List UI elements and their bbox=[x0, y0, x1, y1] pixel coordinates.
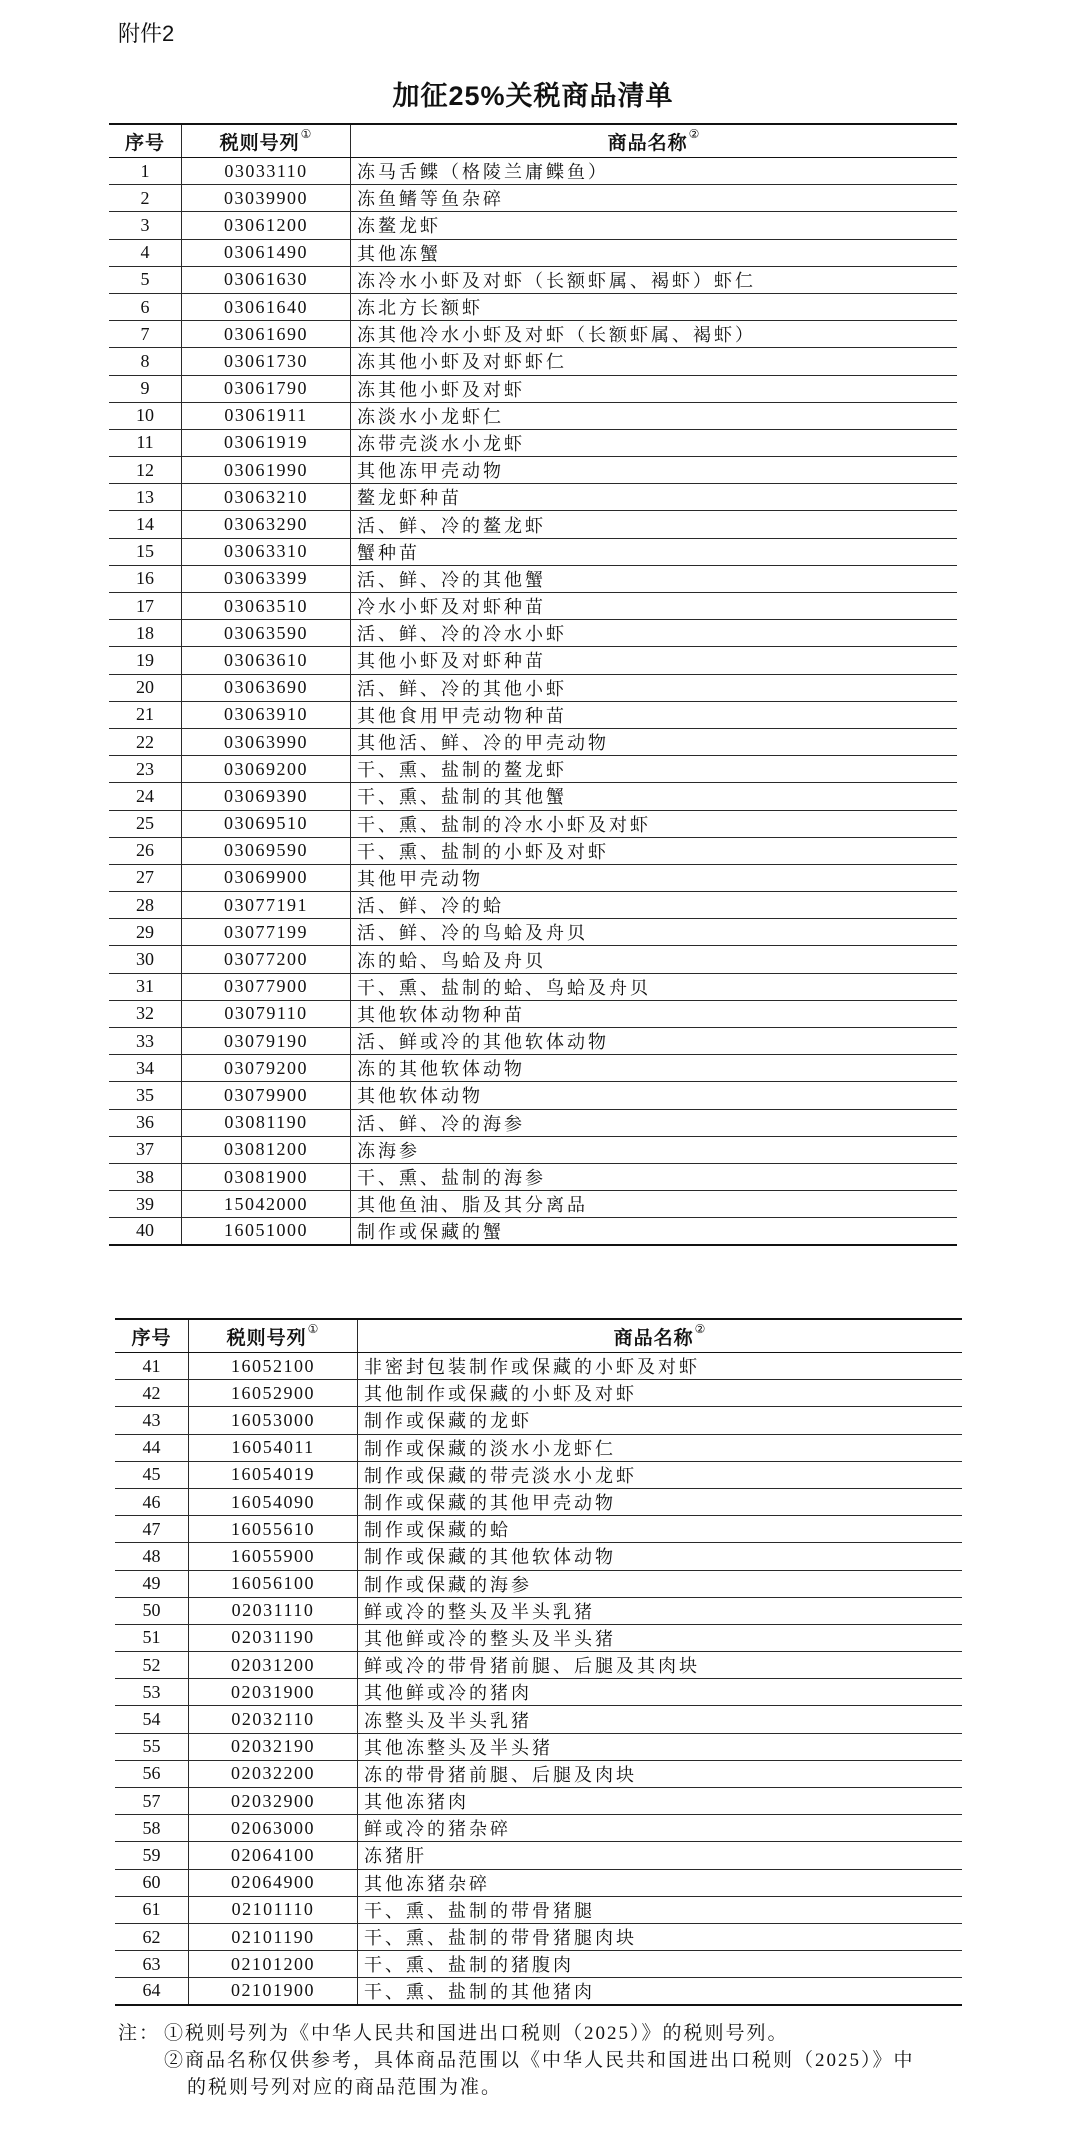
cell-tariff-code: 03063910 bbox=[182, 702, 351, 728]
cell-serial-number: 37 bbox=[109, 1137, 182, 1163]
cell-serial-number: 64 bbox=[115, 1978, 189, 2003]
cell-serial-number: 12 bbox=[109, 457, 182, 483]
cell-product-name: 其他软体动物 bbox=[357, 1086, 483, 1107]
notes-prefix: 注： bbox=[118, 2023, 161, 2044]
cell-serial-number: 52 bbox=[115, 1652, 189, 1678]
cell-tariff-code: 03077191 bbox=[182, 892, 351, 918]
table-row bbox=[115, 1815, 962, 1842]
cell-product-name: 活、鲜、冷的其他蟹 bbox=[357, 569, 546, 590]
cell-product-name: 其他冻蟹 bbox=[357, 243, 441, 264]
cell-product-name: 其他鲜或冷的整头及半头猪 bbox=[364, 1628, 616, 1649]
cell-tariff-code: 02101110 bbox=[189, 1897, 358, 1923]
cell-product-name: 其他冻猪肉 bbox=[364, 1792, 469, 1813]
cell-tariff-code: 03081900 bbox=[182, 1164, 351, 1190]
table-body bbox=[109, 158, 957, 1246]
cell-serial-number: 4 bbox=[109, 240, 182, 266]
table-row bbox=[115, 1978, 962, 2005]
cell-tariff-code: 03063990 bbox=[182, 729, 351, 755]
cell-serial-number: 61 bbox=[115, 1897, 189, 1923]
cell-product-name: 干、熏、盐制的其他蟹 bbox=[357, 787, 567, 808]
cell-product-name: 制作或保藏的其他甲壳动物 bbox=[364, 1493, 616, 1514]
table-header-row bbox=[115, 1318, 962, 1353]
cell-tariff-code: 03081190 bbox=[182, 1110, 351, 1136]
table-row bbox=[109, 811, 957, 838]
cell-tariff-code: 03063510 bbox=[182, 593, 351, 619]
cell-product-name: 冻海参 bbox=[357, 1140, 420, 1161]
cell-product-name: 冻的带骨猪前腿、后腿及肉块 bbox=[364, 1764, 637, 1785]
cell-product-name: 冻的蛤、鸟蛤及舟贝 bbox=[357, 950, 546, 971]
table-row bbox=[109, 430, 957, 457]
table-row bbox=[115, 1924, 962, 1951]
table-row bbox=[115, 1462, 962, 1489]
cell-tariff-code: 02101190 bbox=[189, 1924, 358, 1950]
cell-product-name: 制作或保藏的淡水小龙虾仁 bbox=[364, 1438, 616, 1459]
cell-serial-number: 7 bbox=[109, 321, 182, 347]
cell-tariff-code: 02063000 bbox=[189, 1815, 358, 1841]
cell-tariff-code: 16052900 bbox=[189, 1380, 358, 1406]
table-row bbox=[115, 1870, 962, 1897]
cell-product-name: 其他食用甲壳动物种苗 bbox=[357, 705, 567, 726]
cell-tariff-code: 02064900 bbox=[189, 1870, 358, 1896]
cell-product-name: 制作或保藏的带壳淡水小龙虾 bbox=[364, 1465, 637, 1486]
header-serial-number-label: 序号 bbox=[131, 1327, 172, 1349]
cell-serial-number: 49 bbox=[115, 1571, 189, 1597]
cell-serial-number: 56 bbox=[115, 1761, 189, 1787]
cell-product-name: 鲜或冷的整头及半头乳猪 bbox=[364, 1601, 595, 1622]
cell-serial-number: 14 bbox=[109, 511, 182, 537]
cell-serial-number: 30 bbox=[109, 946, 182, 972]
cell-serial-number: 57 bbox=[115, 1788, 189, 1814]
cell-serial-number: 31 bbox=[109, 974, 182, 1000]
cell-tariff-code: 03079900 bbox=[182, 1082, 351, 1108]
cell-tariff-code: 03061490 bbox=[182, 240, 351, 266]
table-header-row bbox=[109, 123, 957, 158]
header-product-name bbox=[351, 125, 957, 157]
cell-tariff-code: 03077200 bbox=[182, 946, 351, 972]
table-row bbox=[109, 403, 957, 430]
footnote-mark-1: ① bbox=[300, 127, 313, 141]
header-tariff-code-label: 税则号列 bbox=[226, 1327, 307, 1349]
cell-serial-number: 41 bbox=[115, 1353, 189, 1379]
header-serial-number bbox=[115, 1320, 189, 1352]
cell-product-name: 活、鲜、冷的蛤 bbox=[357, 896, 504, 917]
cell-serial-number: 35 bbox=[109, 1082, 182, 1108]
cell-serial-number: 23 bbox=[109, 756, 182, 782]
tariff-goods-table-part-2 bbox=[115, 1318, 962, 2006]
cell-serial-number: 6 bbox=[109, 294, 182, 320]
cell-tariff-code: 02064100 bbox=[189, 1842, 358, 1868]
table-row bbox=[109, 1137, 957, 1164]
cell-tariff-code: 03069200 bbox=[182, 756, 351, 782]
cell-product-name: 冻带壳淡水小龙虾 bbox=[357, 433, 525, 454]
cell-product-name: 冻北方长额虾 bbox=[357, 298, 483, 319]
table-row bbox=[115, 1897, 962, 1924]
cell-product-name: 干、熏、盐制的带骨猪腿 bbox=[364, 1900, 595, 1921]
cell-tariff-code: 03061630 bbox=[182, 267, 351, 293]
cell-product-name: 其他小虾及对虾种苗 bbox=[357, 651, 546, 672]
cell-serial-number: 13 bbox=[109, 484, 182, 510]
table-row bbox=[109, 892, 957, 919]
cell-serial-number: 17 bbox=[109, 593, 182, 619]
cell-tariff-code: 02032110 bbox=[189, 1706, 358, 1732]
cell-serial-number: 34 bbox=[109, 1055, 182, 1081]
footnote-mark-1: ① bbox=[307, 1322, 320, 1336]
table-row bbox=[115, 1679, 962, 1706]
table-row bbox=[109, 1055, 957, 1082]
cell-product-name: 鲜或冷的猪杂碎 bbox=[364, 1819, 511, 1840]
cell-serial-number: 33 bbox=[109, 1028, 182, 1054]
cell-tariff-code: 03077199 bbox=[182, 919, 351, 945]
cell-tariff-code: 03063290 bbox=[182, 511, 351, 537]
cell-tariff-code: 02032900 bbox=[189, 1788, 358, 1814]
cell-serial-number: 2 bbox=[109, 185, 182, 211]
cell-tariff-code: 16055900 bbox=[189, 1543, 358, 1569]
cell-product-name: 冻马舌鲽（格陵兰庸鲽鱼） bbox=[357, 162, 609, 183]
cell-product-name: 制作或保藏的龙虾 bbox=[364, 1411, 532, 1432]
table-row bbox=[115, 1652, 962, 1679]
cell-product-name: 非密封包装制作或保藏的小虾及对虾 bbox=[364, 1357, 700, 1378]
cell-product-name: 制作或保藏的海参 bbox=[364, 1574, 532, 1595]
cell-tariff-code: 03061790 bbox=[182, 376, 351, 402]
cell-product-name: 活、鲜、冷的其他小虾 bbox=[357, 678, 567, 699]
cell-tariff-code: 16053000 bbox=[189, 1407, 358, 1433]
table-row bbox=[115, 1489, 962, 1516]
table-row bbox=[109, 376, 957, 403]
cell-serial-number: 63 bbox=[115, 1951, 189, 1977]
table-row bbox=[109, 783, 957, 810]
table-row bbox=[109, 511, 957, 538]
table-row bbox=[109, 865, 957, 892]
table-row bbox=[109, 1082, 957, 1109]
cell-serial-number: 40 bbox=[109, 1218, 182, 1243]
cell-serial-number: 16 bbox=[109, 566, 182, 592]
table-row bbox=[109, 1001, 957, 1028]
table-row bbox=[109, 457, 957, 484]
cell-tariff-code: 03063690 bbox=[182, 675, 351, 701]
table-row bbox=[115, 1407, 962, 1434]
cell-tariff-code: 03079110 bbox=[182, 1001, 351, 1027]
table-row bbox=[115, 1571, 962, 1598]
cell-product-name: 冷水小虾及对虾种苗 bbox=[357, 597, 546, 618]
cell-tariff-code: 03061690 bbox=[182, 321, 351, 347]
header-serial-number bbox=[109, 125, 182, 157]
cell-tariff-code: 16056100 bbox=[189, 1571, 358, 1597]
cell-serial-number: 48 bbox=[115, 1543, 189, 1569]
header-product-name-label: 商品名称 bbox=[613, 1327, 694, 1349]
cell-product-name: 其他软体动物种苗 bbox=[357, 1004, 525, 1025]
table-row bbox=[109, 185, 957, 212]
cell-product-name: 活、鲜、冷的鳌龙虾 bbox=[357, 515, 546, 536]
table-row bbox=[109, 539, 957, 566]
cell-tariff-code: 16051000 bbox=[182, 1218, 351, 1243]
header-product-name-label: 商品名称 bbox=[607, 132, 688, 154]
cell-tariff-code: 03061919 bbox=[182, 430, 351, 456]
table-row bbox=[109, 974, 957, 1001]
cell-serial-number: 3 bbox=[109, 212, 182, 238]
cell-tariff-code: 16052100 bbox=[189, 1353, 358, 1379]
cell-product-name: 制作或保藏的蛤 bbox=[364, 1520, 511, 1541]
table-row bbox=[109, 1164, 957, 1191]
cell-tariff-code: 16054011 bbox=[189, 1435, 358, 1461]
cell-tariff-code: 02031900 bbox=[189, 1679, 358, 1705]
table-row bbox=[109, 484, 957, 511]
cell-product-name: 其他制作或保藏的小虾及对虾 bbox=[364, 1384, 637, 1405]
cell-serial-number: 29 bbox=[109, 919, 182, 945]
cell-serial-number: 54 bbox=[115, 1706, 189, 1732]
footnote-2-line-2: 的税则号列对应的商品范围为准。 bbox=[187, 2077, 503, 2098]
table-row bbox=[109, 1110, 957, 1137]
cell-tariff-code: 02031200 bbox=[189, 1652, 358, 1678]
cell-product-name: 冻淡水小龙虾仁 bbox=[357, 406, 504, 427]
table-row bbox=[115, 1625, 962, 1652]
table-row bbox=[115, 1788, 962, 1815]
cell-product-name: 其他冻甲壳动物 bbox=[357, 461, 504, 482]
cell-product-name: 制作或保藏的其他软体动物 bbox=[364, 1547, 616, 1568]
cell-tariff-code: 03069510 bbox=[182, 811, 351, 837]
table-row bbox=[109, 593, 957, 620]
cell-tariff-code: 03069900 bbox=[182, 865, 351, 891]
cell-serial-number: 26 bbox=[109, 838, 182, 864]
cell-tariff-code: 03063399 bbox=[182, 566, 351, 592]
table-row bbox=[109, 647, 957, 674]
table-row bbox=[115, 1598, 962, 1625]
cell-tariff-code: 03061730 bbox=[182, 348, 351, 374]
cell-product-name: 干、熏、盐制的猪腹肉 bbox=[364, 1955, 574, 1976]
cell-product-name: 其他冻整头及半头猪 bbox=[364, 1737, 553, 1758]
cell-product-name: 蟹种苗 bbox=[357, 542, 420, 563]
table-row bbox=[109, 267, 957, 294]
cell-tariff-code: 03063210 bbox=[182, 484, 351, 510]
footnote-mark-2: ② bbox=[688, 127, 701, 141]
cell-tariff-code: 02101200 bbox=[189, 1951, 358, 1977]
cell-tariff-code: 16054090 bbox=[189, 1489, 358, 1515]
cell-serial-number: 42 bbox=[115, 1380, 189, 1406]
cell-tariff-code: 03061200 bbox=[182, 212, 351, 238]
cell-tariff-code: 03061990 bbox=[182, 457, 351, 483]
cell-product-name: 其他活、鲜、冷的甲壳动物 bbox=[357, 733, 609, 754]
cell-serial-number: 50 bbox=[115, 1598, 189, 1624]
table-row bbox=[109, 348, 957, 375]
cell-serial-number: 38 bbox=[109, 1164, 182, 1190]
table-row bbox=[109, 838, 957, 865]
cell-serial-number: 45 bbox=[115, 1462, 189, 1488]
table-row bbox=[109, 294, 957, 321]
cell-tariff-code: 03063590 bbox=[182, 620, 351, 646]
cell-tariff-code: 03077900 bbox=[182, 974, 351, 1000]
cell-product-name: 鲜或冷的带骨猪前腿、后腿及其肉块 bbox=[364, 1656, 700, 1677]
table-row bbox=[109, 566, 957, 593]
cell-product-name: 干、熏、盐制的海参 bbox=[357, 1168, 546, 1189]
cell-serial-number: 51 bbox=[115, 1625, 189, 1651]
cell-product-name: 干、熏、盐制的其他猪肉 bbox=[364, 1981, 595, 2002]
cell-serial-number: 36 bbox=[109, 1110, 182, 1136]
cell-serial-number: 10 bbox=[109, 403, 182, 429]
cell-serial-number: 1 bbox=[109, 158, 182, 184]
cell-product-name: 冻猪肝 bbox=[364, 1846, 427, 1867]
cell-serial-number: 55 bbox=[115, 1734, 189, 1760]
cell-tariff-code: 02032200 bbox=[189, 1761, 358, 1787]
cell-product-name: 活、鲜、冷的海参 bbox=[357, 1113, 525, 1134]
table-row bbox=[115, 1543, 962, 1570]
cell-product-name: 鳌龙虾种苗 bbox=[357, 488, 462, 509]
table-row bbox=[115, 1761, 962, 1788]
cell-product-name: 干、熏、盐制的蛤、鸟蛤及舟贝 bbox=[357, 977, 651, 998]
cell-product-name: 冻的其他软体动物 bbox=[357, 1059, 525, 1080]
header-product-name bbox=[358, 1320, 962, 1352]
table-row bbox=[109, 729, 957, 756]
header-serial-number-label: 序号 bbox=[124, 132, 165, 154]
attachment-label: 附件2 bbox=[118, 21, 175, 46]
cell-tariff-code: 03079200 bbox=[182, 1055, 351, 1081]
cell-tariff-code: 03069590 bbox=[182, 838, 351, 864]
cell-product-name: 冻鱼鳍等鱼杂碎 bbox=[357, 189, 504, 210]
table-row bbox=[109, 675, 957, 702]
header-tariff-code bbox=[189, 1320, 358, 1352]
cell-product-name: 其他鲜或冷的猪肉 bbox=[364, 1683, 532, 1704]
cell-tariff-code: 03061640 bbox=[182, 294, 351, 320]
table-body bbox=[115, 1353, 962, 2006]
cell-tariff-code: 02101900 bbox=[189, 1978, 358, 2003]
cell-serial-number: 27 bbox=[109, 865, 182, 891]
header-tariff-code-label: 税则号列 bbox=[219, 132, 300, 154]
cell-serial-number: 32 bbox=[109, 1001, 182, 1027]
cell-tariff-code: 03061911 bbox=[182, 403, 351, 429]
cell-serial-number: 46 bbox=[115, 1489, 189, 1515]
cell-serial-number: 62 bbox=[115, 1924, 189, 1950]
cell-tariff-code: 02031110 bbox=[189, 1598, 358, 1624]
table-row bbox=[109, 620, 957, 647]
cell-serial-number: 21 bbox=[109, 702, 182, 728]
cell-tariff-code: 03069390 bbox=[182, 783, 351, 809]
cell-serial-number: 53 bbox=[115, 1679, 189, 1705]
table-row bbox=[109, 321, 957, 348]
cell-serial-number: 22 bbox=[109, 729, 182, 755]
cell-tariff-code: 15042000 bbox=[182, 1191, 351, 1217]
cell-product-name: 干、熏、盐制的冷水小虾及对虾 bbox=[357, 814, 651, 835]
table-row bbox=[109, 212, 957, 239]
cell-serial-number: 28 bbox=[109, 892, 182, 918]
footnote-mark-2: ② bbox=[694, 1322, 707, 1336]
header-tariff-code bbox=[182, 125, 351, 157]
table-row bbox=[115, 1734, 962, 1761]
cell-tariff-code: 16055610 bbox=[189, 1516, 358, 1542]
cell-product-name: 干、熏、盐制的带骨猪腿肉块 bbox=[364, 1928, 637, 1949]
cell-product-name: 冻冷水小虾及对虾（长额虾属、褐虾）虾仁 bbox=[357, 270, 756, 291]
tariff-goods-table-part-1 bbox=[109, 123, 957, 1246]
table-row bbox=[109, 158, 957, 185]
cell-serial-number: 58 bbox=[115, 1815, 189, 1841]
table-row bbox=[115, 1951, 962, 1978]
cell-serial-number: 39 bbox=[109, 1191, 182, 1217]
cell-product-name: 冻其他冷水小虾及对虾（长额虾属、褐虾） bbox=[357, 325, 756, 346]
cell-product-name: 其他甲壳动物 bbox=[357, 868, 483, 889]
cell-product-name: 冻鳌龙虾 bbox=[357, 216, 441, 237]
table-row bbox=[109, 1191, 957, 1218]
cell-product-name: 冻整头及半头乳猪 bbox=[364, 1710, 532, 1731]
cell-serial-number: 9 bbox=[109, 376, 182, 402]
cell-serial-number: 25 bbox=[109, 811, 182, 837]
cell-product-name: 干、熏、盐制的鳌龙虾 bbox=[357, 760, 567, 781]
cell-tariff-code: 03063310 bbox=[182, 539, 351, 565]
table-row bbox=[115, 1516, 962, 1543]
cell-serial-number: 47 bbox=[115, 1516, 189, 1542]
cell-serial-number: 18 bbox=[109, 620, 182, 646]
cell-tariff-code: 02031190 bbox=[189, 1625, 358, 1651]
table-row bbox=[109, 1218, 957, 1245]
cell-serial-number: 5 bbox=[109, 267, 182, 293]
cell-product-name: 其他冻猪杂碎 bbox=[364, 1873, 490, 1894]
cell-tariff-code: 03079190 bbox=[182, 1028, 351, 1054]
cell-serial-number: 8 bbox=[109, 348, 182, 374]
cell-product-name: 活、鲜或冷的其他软体动物 bbox=[357, 1032, 609, 1053]
footnote-1: ①税则号列为《中华人民共和国进出口税则（2025）》的税则号列。 bbox=[164, 2023, 789, 2044]
table-row bbox=[115, 1706, 962, 1733]
cell-product-name: 制作或保藏的蟹 bbox=[357, 1221, 504, 1242]
cell-tariff-code: 03033110 bbox=[182, 158, 351, 184]
cell-tariff-code: 03039900 bbox=[182, 185, 351, 211]
table-row bbox=[109, 1028, 957, 1055]
cell-serial-number: 60 bbox=[115, 1870, 189, 1896]
table-row bbox=[109, 756, 957, 783]
page-title: 加征25%关税商品清单 bbox=[392, 81, 674, 111]
table-row bbox=[109, 946, 957, 973]
cell-serial-number: 24 bbox=[109, 783, 182, 809]
cell-tariff-code: 03081200 bbox=[182, 1137, 351, 1163]
table-row bbox=[115, 1380, 962, 1407]
table-row bbox=[115, 1435, 962, 1462]
cell-product-name: 活、鲜、冷的鸟蛤及舟贝 bbox=[357, 923, 588, 944]
cell-serial-number: 11 bbox=[109, 430, 182, 456]
cell-serial-number: 20 bbox=[109, 675, 182, 701]
table-row bbox=[109, 919, 957, 946]
cell-product-name: 冻其他小虾及对虾虾仁 bbox=[357, 352, 567, 373]
table-row bbox=[109, 240, 957, 267]
cell-serial-number: 43 bbox=[115, 1407, 189, 1433]
cell-product-name: 冻其他小虾及对虾 bbox=[357, 379, 525, 400]
cell-serial-number: 59 bbox=[115, 1842, 189, 1868]
cell-serial-number: 15 bbox=[109, 539, 182, 565]
cell-product-name: 干、熏、盐制的小虾及对虾 bbox=[357, 841, 609, 862]
cell-tariff-code: 03063610 bbox=[182, 647, 351, 673]
table-row bbox=[115, 1842, 962, 1869]
cell-tariff-code: 16054019 bbox=[189, 1462, 358, 1488]
cell-serial-number: 44 bbox=[115, 1435, 189, 1461]
cell-product-name: 活、鲜、冷的冷水小虾 bbox=[357, 624, 567, 645]
table-row bbox=[115, 1353, 962, 1380]
cell-product-name: 其他鱼油、脂及其分离品 bbox=[357, 1195, 588, 1216]
cell-serial-number: 19 bbox=[109, 647, 182, 673]
footnote-2-line-1: ②商品名称仅供参考，具体商品范围以《中华人民共和国进出口税则（2025）》中 bbox=[164, 2050, 915, 2071]
table-row bbox=[109, 702, 957, 729]
cell-tariff-code: 02032190 bbox=[189, 1734, 358, 1760]
